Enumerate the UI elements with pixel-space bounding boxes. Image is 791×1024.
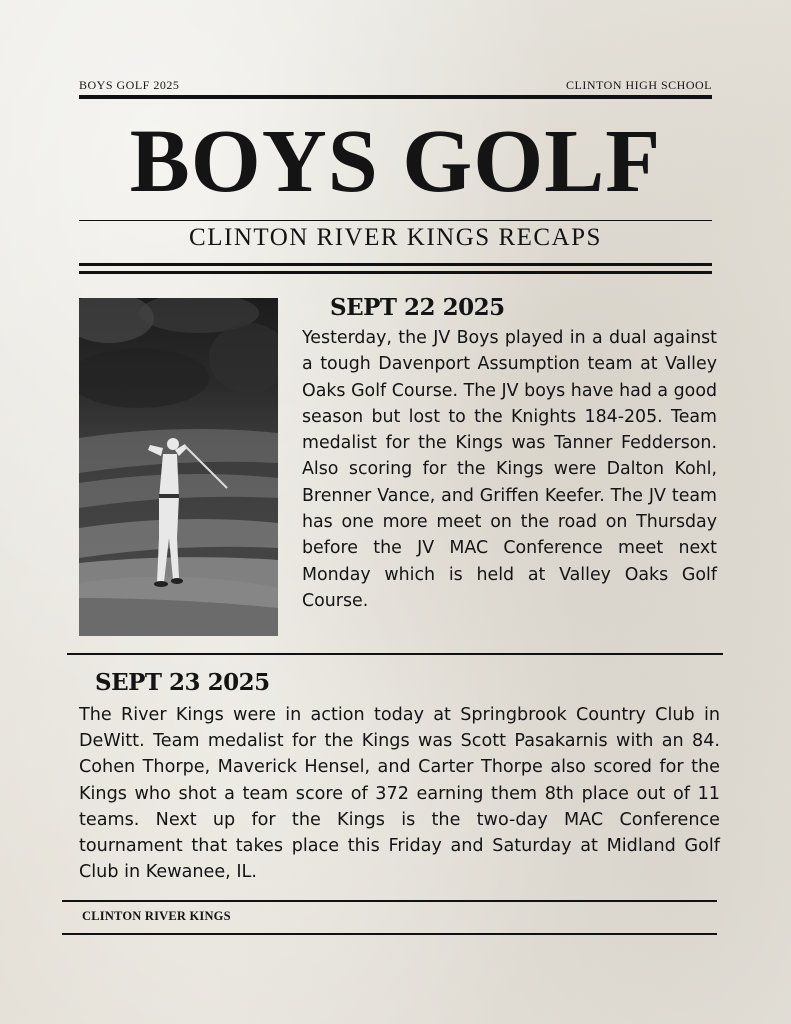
article-1-date: SEPT 22 2025 <box>330 294 505 321</box>
subtitle-rule-upper <box>79 263 712 266</box>
footer-bottom-rule <box>62 933 717 935</box>
article-1-body: Yesterday, the JV Boys played in a dual against a tough Davenport Assumption team at Valley Oaks Golf Course. The JV boys have had a good season but lost to the Knights 184-205. Team medalist for the Kings was Tanner Fedderson. Also scoring for the Kings were Dalton Kohl, Brenner Vance, and Griffen Keefer. The JV team has one more meet on the road on Thursday before the JV MAC Conference meet next Monday which is held at Valley Oaks Golf Course. <box>302 328 717 611</box>
footer-label: CLINTON RIVER KINGS <box>82 909 231 923</box>
article-2-date: SEPT 23 2025 <box>95 669 270 696</box>
header-top-rule <box>79 95 712 99</box>
golfer-photo-icon <box>79 298 278 636</box>
article-divider <box>67 653 723 655</box>
title-rule <box>79 220 712 221</box>
header-left-label: BOYS GOLF 2025 <box>79 78 180 92</box>
page-title: BOYS GOLF <box>129 112 662 211</box>
header-right-label: CLINTON HIGH SCHOOL <box>566 78 712 92</box>
page-subtitle: CLINTON RIVER KINGS RECAPS <box>189 224 602 251</box>
golfer-photo <box>79 298 278 636</box>
subtitle-rule-lower <box>79 271 712 274</box>
footer-top-rule <box>62 900 717 902</box>
article-2-body: The River Kings were in action today at Springbrook Country Club in DeWitt. Team medalist for the Kings was Scott Pasakarnis with an 84. Cohen Thorpe, Maverick Hensel, and Carter Thorpe also scored for the Kings who shot a team score of 372 earning them 8th place out of 11 teams. Next up for the Kings is the two-day MAC Conference tournament that takes place this Friday and Saturday at Midland Golf Club in Kewanee, IL. <box>79 705 720 883</box>
